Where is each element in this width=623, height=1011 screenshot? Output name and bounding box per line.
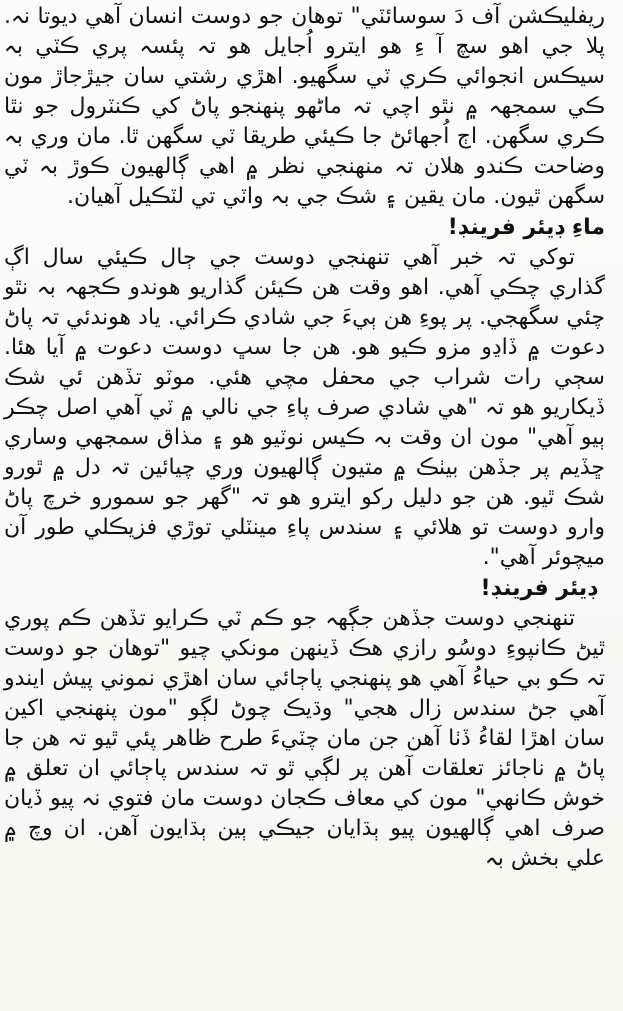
body-paragraph-one: توکي تہ خبر آهي تنهنجي دوست جي ڄال ڪيئي سال اڳ گذاري چڪي آهي. اهو وقت هن ڪيئن گذاريو هوندو ڪجهہ بہ نٿو چئي سگهجي. پر پوءِ هن ٻيءَ جي شادي ڪرائي. ياد هوندئي تہ پاڻ دعوت ۾ ڏاڍو مزو ڪيو هو. هن جا سڀ دوست دعوت ۾ آيا هئا. سڄي رات شراب جي محفل مچي هئي. موٽو تڏهن ئي شڪ ڏيکاريو هو تہ "هي شادي صرف پاءِ جي نالي ۾ ٽي آهي اصل چڪر ٻيو آهي" مون ان وقت بہ ڪيس نوٽيو هو ۽ مذاق سمجهي وساري ڇڏيم پر جڏهن بيٺڪ ۾ متيون ڳالهيون وري چيائين تہ دل ۾ ٿورو شڪ ٿيو. هن جو دليل رکو ايترو هو تہ "گهر جو سمورو خرچ پاڻ وارو دوست تو هلائي ۽ سندس پاءِ مينٽلي توڙي فزيڪلي طور آن ميچوئر آهي". — [4, 245, 605, 570]
section-heading-my-dear-friend: ماءِ ڊيئر فرينڊ! — [447, 215, 605, 240]
section-heading-dear-friend: ڊيئر فرينڊ! — [480, 576, 597, 601]
opening-paragraph: ريفليڪشن آف دَ سوسائٽي" توهان جو دوست انسان آهي ديوتا نہ. پلا جي اهو سچ آ ءِ هو ايترو اُجايل هو تہ پئسہ پري ڪٽي بہ سيڪس انجوائي ڪري ٽي سگهيو. اهڙي رشتي سان جيڙجاڙ مون ڪي سمجهہ ۾ نٿو اچي تہ ماڻهو پنهنجو پاڻ کي ڪنٽرول جو نٿا ڪري سگهن. اڄ اُجهائڻ جا ڪيئي طريقا ٽي سگهن ٿا. مان وري بہ وضاحت ڪندو هلان تہ منهنجي نظر ۾ اهي ڳالهيون ڪوڙ بہ ٽي سگهن ٿيون. مان يقين ۽ شڪ جي بہ واٽي تي لٽڪيل آهيان. — [4, 4, 605, 209]
body-paragraph-two: تنهنجي دوست جڏهن جڳهہ جو ڪم ٽي ڪرايو تڏهن ڪم پوري ٿيڻ ڪانپوءِ دوسُو رازي هڪ ڏينهن مونکي چيو "توهان جو دوست تہ ڪو بي حياءُ آهي هو پنهنجي پاڄائي سان اهڙي نموني پيش ايندو آهي جڻ سندس زال هجي" وڌيڪ چوڻ لڳو "مون پنهنجي اکين سان اهڙا لقاءُ ڏٺا آهن جن مان چٽيءَ طرح ظاهر پئي ٿيو تہ هن جا پاڻ ۾ ناجائز تعلقات آهن پر لڳي ٿو تہ سندس پاڄائي ان تعلق ۾ خوش ڪانهي" مون کي معاف ڪجان دوست مان فتوي نہ پيو ڏيان صرف اهي ڳالهيون پيو ٻڌايان جيڪي ٻين ٻڌايون آهن. ان وچ ۾ علي بخش بہ — [4, 606, 605, 871]
